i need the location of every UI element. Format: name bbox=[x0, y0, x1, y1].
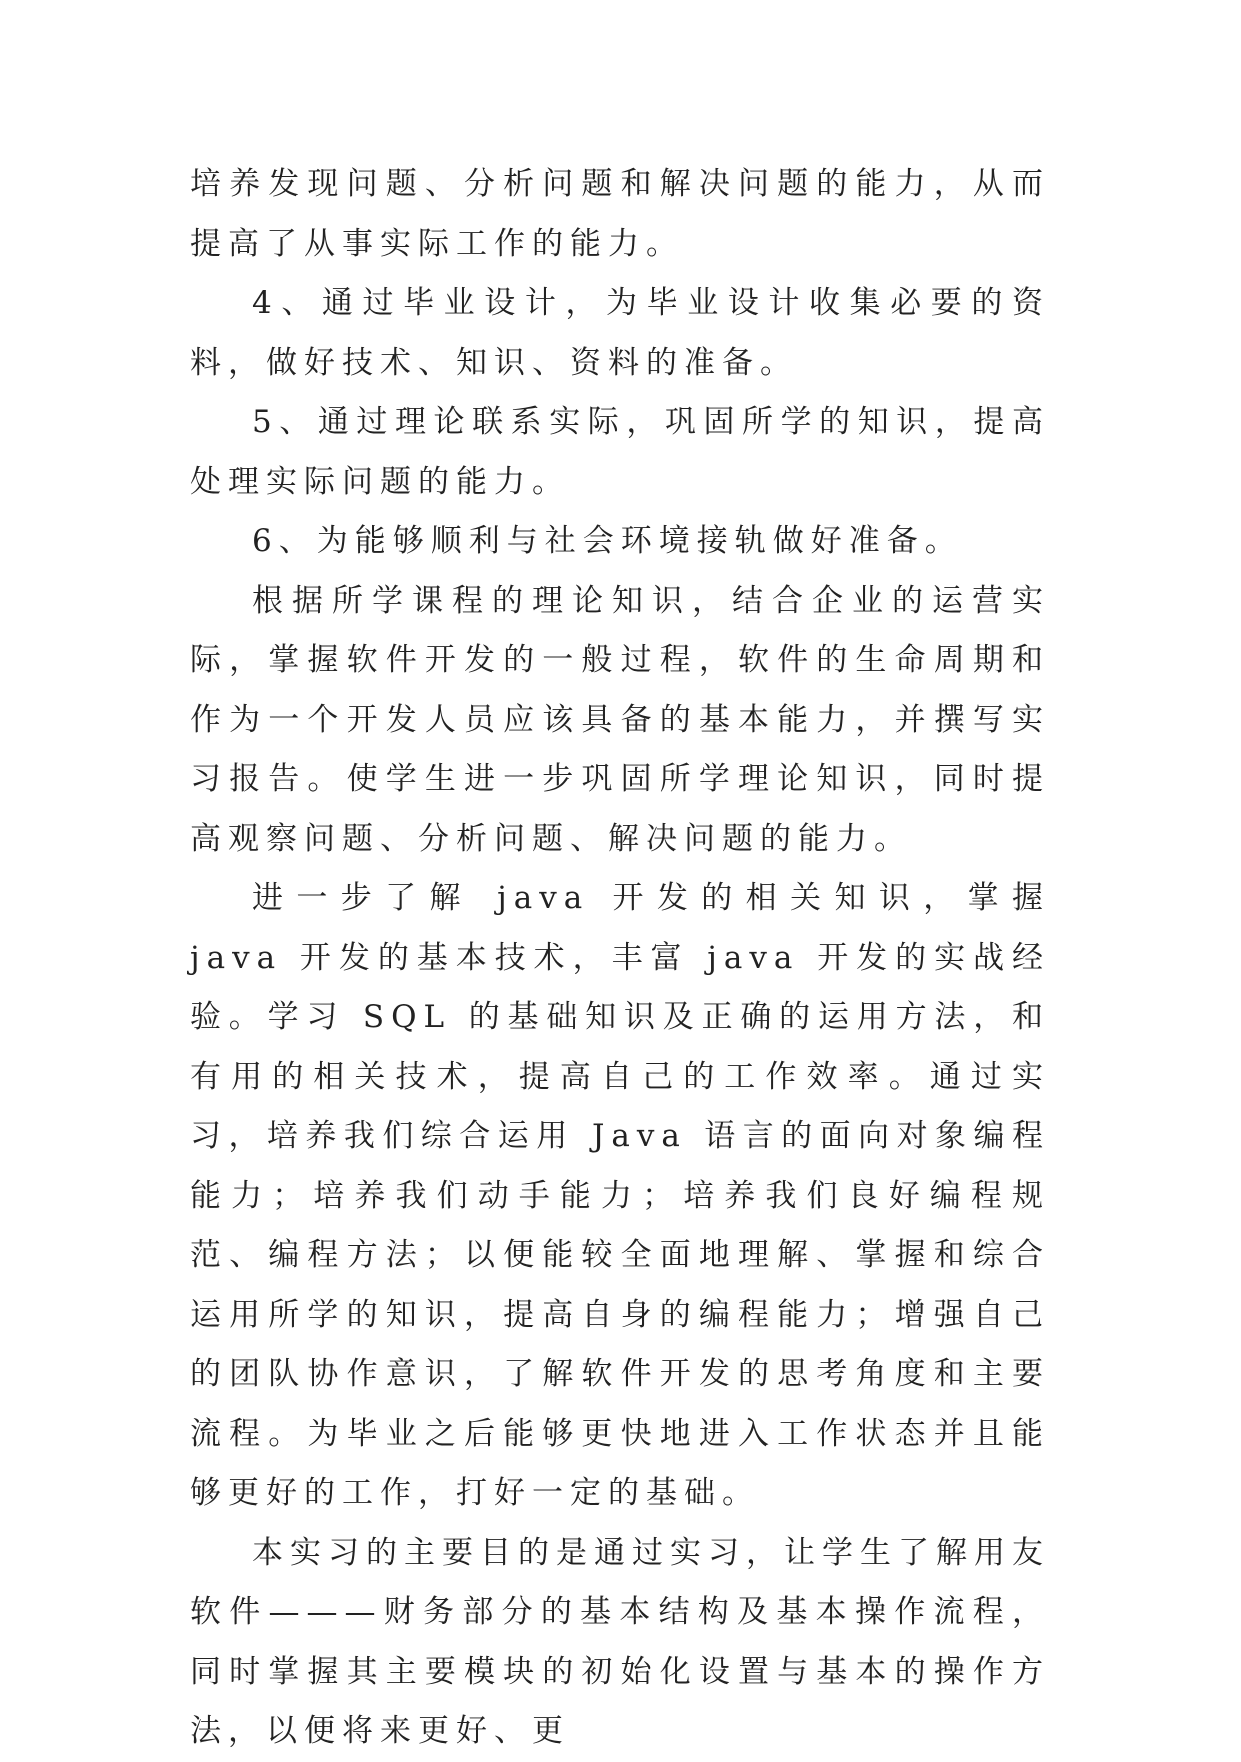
paragraph-6: 进一步了解 java 开发的相关知识，掌握 java 开发的基本技术，丰富 java 开发的实战经验。学习 SQL 的基础知识及正确的运用方法，和有用的相关技术，提高自己的工作效率。通过实习，培养我们综合运用 Java 语言的面向对象编程能力；培养我们动手能力；培养我们良好编程规范、编程方法；以便能较全面地理解、掌握和综合运用所学的知识，提高自身的编程能力；增强自己的团队协作意识，了解软件开发的思考角度和主要流程。为毕业之后能够更快地进入工作状态并且能够更好的工作，打好一定的基础。 bbox=[190, 880, 1050, 1511]
paragraph-7: 本实习的主要目的是通过实习，让学生了解用友软件———财务部分的基本结构及基本操作流程，同时掌握其主要模块的初始化设置与基本的操作方法，以便将来更好、更 bbox=[190, 1534, 1050, 1749]
paragraph-1: 培养发现问题、分析问题和解决问题的能力，从而提高了从事实际工作的能力。 bbox=[190, 166, 1050, 262]
document-body bbox=[190, 155, 1050, 1762]
paragraph-2: 4、通过毕业设计，为毕业设计收集必要的资料，做好技术、知识、资料的准备。 bbox=[190, 285, 1050, 381]
paragraph-4: 6、为能够顺利与社会环境接轨做好准备。 bbox=[252, 523, 963, 559]
paragraph-5: 根据所学课程的理论知识，结合企业的运营实际，掌握软件开发的一般过程，软件的生命周期和作为一个开发人员应该具备的基本能力，并撰写实习报告。使学生进一步巩固所学理论知识，同时提高观察问题、分析问题、解决问题的能力。 bbox=[190, 582, 1050, 857]
paragraph-3: 5、通过理论联系实际，巩固所学的知识，提高处理实际问题的能力。 bbox=[190, 404, 1050, 500]
